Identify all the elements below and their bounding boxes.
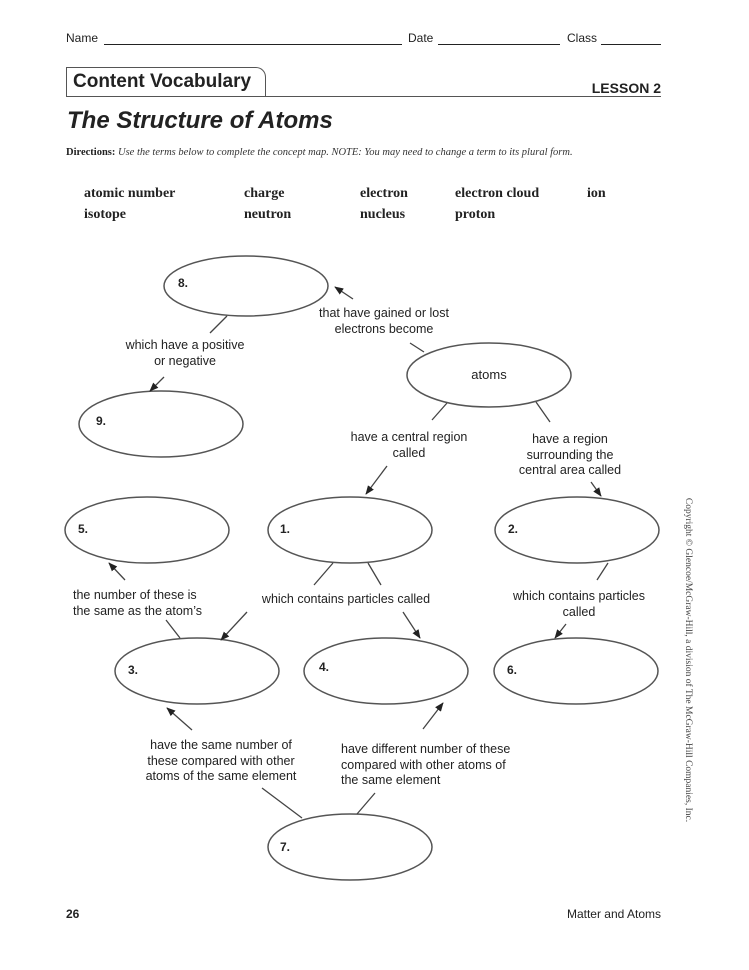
node-2-number: 2. bbox=[508, 522, 519, 536]
node-3-number: 3. bbox=[128, 663, 139, 677]
unit-title: Matter and Atoms bbox=[566, 907, 661, 921]
section-tab-label: Content Vocabulary bbox=[73, 71, 252, 92]
directions-label: Directions: bbox=[66, 147, 116, 158]
link-label-contains-particles-1: which contains particles called bbox=[261, 592, 431, 606]
directions-text: Use the terms below to complete the concept map. NOTE: You may need to change a term to its plural form. bbox=[118, 147, 573, 158]
term: nucleus bbox=[360, 207, 406, 222]
node-7-number: 7. bbox=[280, 840, 291, 854]
node-8-number: 8. bbox=[178, 276, 189, 290]
name-label: Name bbox=[66, 31, 99, 45]
node-4-number: 4. bbox=[319, 660, 330, 674]
node-2[interactable] bbox=[495, 497, 659, 563]
term: neutron bbox=[244, 207, 292, 222]
class-label: Class bbox=[567, 31, 598, 45]
term: atomic number bbox=[84, 186, 176, 201]
node-6-number: 6. bbox=[507, 663, 518, 677]
node-6[interactable] bbox=[494, 638, 658, 704]
page-number: 26 bbox=[66, 907, 80, 921]
page-title: The Structure of Atoms bbox=[67, 107, 333, 134]
term: ion bbox=[587, 186, 606, 201]
link-label-number-same: the number of these is the same as the atom’s bbox=[73, 588, 203, 618]
copyright-notice: Copyright © Glencoe/McGraw-Hill, a division of The McGraw-Hill Companies, Inc. bbox=[683, 497, 693, 823]
term: proton bbox=[455, 207, 496, 222]
link-label-different-number: have different number of these compared with other atoms of the same element bbox=[341, 742, 511, 787]
term: isotope bbox=[84, 207, 126, 222]
link-label-positive-negative: which have a positive or negative bbox=[125, 338, 245, 368]
link-label-same-number: have the same number of these compared with other atoms of the same element bbox=[145, 738, 297, 783]
term: charge bbox=[244, 186, 285, 201]
node-9-number: 9. bbox=[96, 414, 107, 428]
node-7[interactable] bbox=[268, 814, 432, 880]
node-5-number: 5. bbox=[78, 522, 89, 536]
node-1-number: 1. bbox=[280, 522, 291, 536]
link-label-gained-lost: that have gained or lost electrons become bbox=[319, 306, 449, 336]
date-label: Date bbox=[408, 31, 434, 45]
link-label-surrounding: have a region surrounding the central area called bbox=[518, 432, 622, 477]
term: electron cloud bbox=[455, 186, 540, 201]
node-1[interactable] bbox=[268, 497, 432, 563]
node-atoms-label: atoms bbox=[471, 367, 507, 382]
link-label-central-region: have a central region called bbox=[350, 430, 468, 460]
node-5[interactable] bbox=[65, 497, 229, 563]
lesson-label: LESSON 2 bbox=[591, 80, 661, 96]
term: electron bbox=[360, 186, 408, 201]
node-3[interactable] bbox=[115, 638, 279, 704]
link-label-contains-particles-2: which contains particles called bbox=[512, 589, 645, 619]
